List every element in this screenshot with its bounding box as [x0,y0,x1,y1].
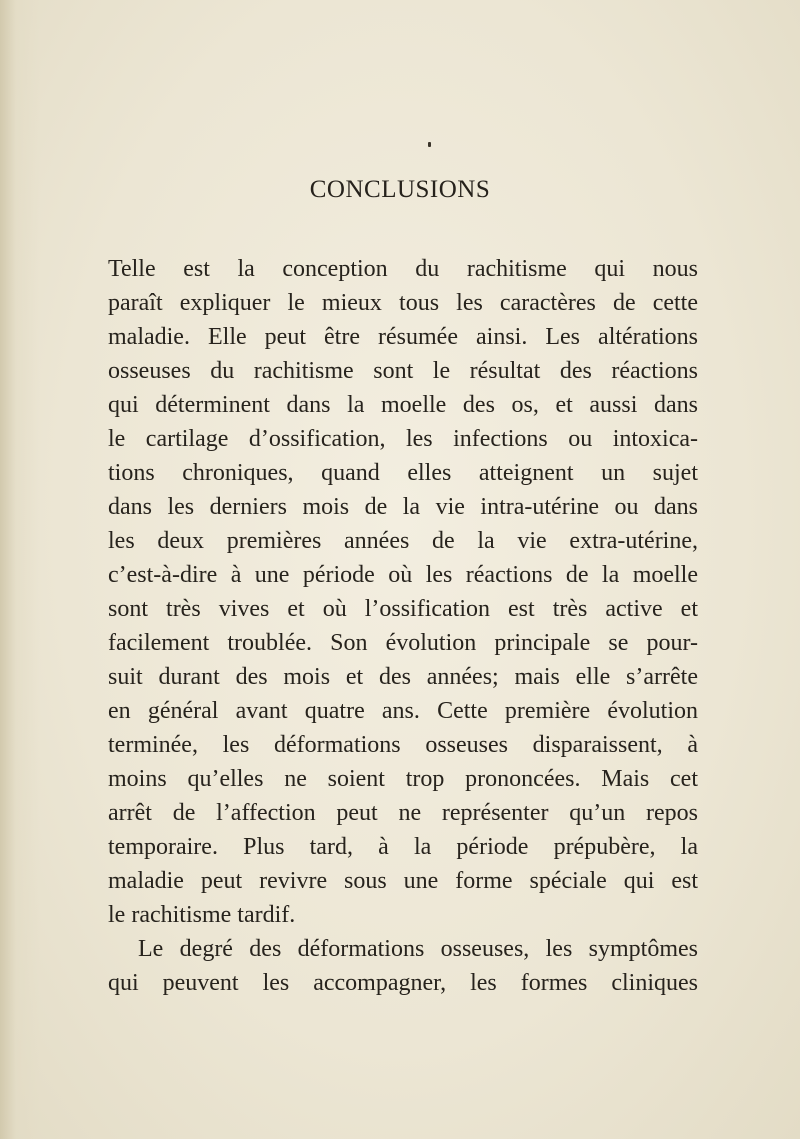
text-line: terminée, les déformations osseuses disparaissent, à [108,732,698,758]
text-line: c’est-à-dire à une période où les réactions de la moelle [108,562,698,588]
page-title: CONCLUSIONS [309,176,491,203]
text-line: paraît expliquer le mieux tous les caractères de cette [108,290,698,316]
text-line: osseuses du rachitisme sont le résultat des réactions [108,358,698,384]
text-line: qui déterminent dans la moelle des os, et aussi dans [108,392,698,418]
text-line: les deux premières années de la vie extra-utérine, [108,528,698,554]
text-line: le rachitisme tardif. [108,902,296,928]
text-line: suit durant des mois et des années; mais elle s’arrête [108,664,698,690]
text-line: facilement troublée. Son évolution principale se pour- [108,630,698,656]
body-paragraphs [108,252,698,1000]
text-line: Le degré des déformations osseuses, les symptômes [138,936,698,962]
binding-shadow [0,0,40,1139]
text-line: qui peuvent les accompagner, les formes cliniques [108,970,698,996]
text-line: tions chroniques, quand elles atteignent un sujet [108,460,698,486]
text-line: en général avant quatre ans. Cette première évolution [108,698,698,724]
text-line: maladie peut revivre sous une forme spéciale qui est [108,868,698,894]
text-line: dans les derniers mois de la vie intra-utérine ou dans [108,494,698,520]
ink-speck [428,142,431,147]
text-line: temporaire. Plus tard, à la période prépubère, la [108,834,698,860]
text-line: sont très vives et où l’ossification est très active et [108,596,698,622]
text-line: Telle est la conception du rachitisme qui nous [108,256,698,282]
text-line: arrêt de l’affection peut ne représenter qu’un repos [108,800,698,826]
text-line: le cartilage d’ossification, les infections ou intoxica- [108,426,698,452]
text-line: moins qu’elles ne soient trop prononcées. Mais cet [108,766,698,792]
text-line: maladie. Elle peut être résumée ainsi. Les altérations [108,324,698,350]
